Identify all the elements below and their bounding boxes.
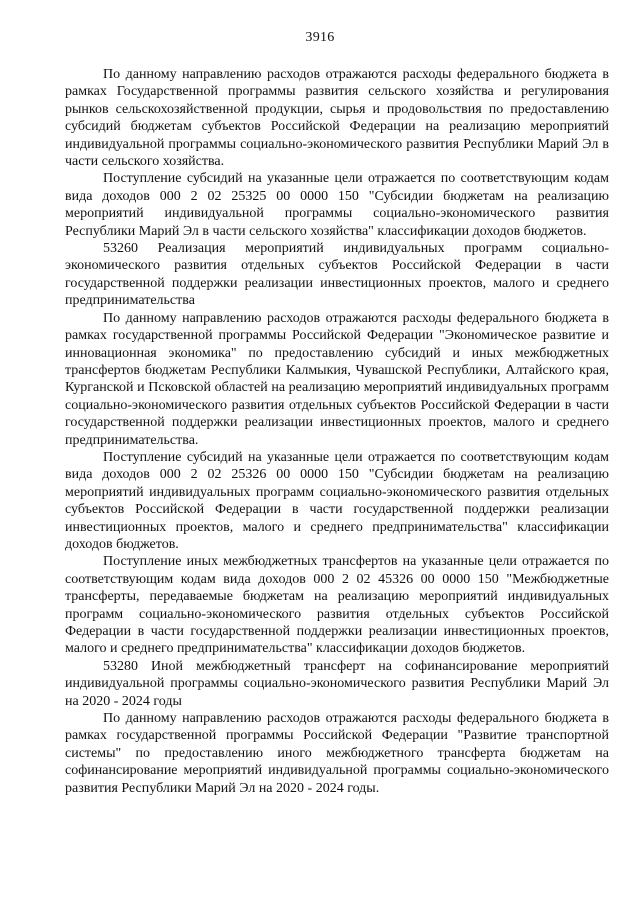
heading-53260: 53260 Реализация мероприятий индивидуальных программ социально-экономического развития отдельных субъектов Российской Федерации в части государственной поддержки реализации инвестиционных проектов, малого и среднего предпринимательства bbox=[65, 241, 609, 309]
paragraph-expenses-agriculture: По данному направлению расходов отражаются расходы федерального бюджета в рамках Государственной программы развития сельского хозяйства и регулирования рынков сельскохозяйственной продукции, сырья и продовольствия по предоставлению субсидий бюджетам субъектов Российской Федерации на реализацию мероприятий индивидуальной программы социально-экономического развития Республики Марий Эл в части сельского хозяйства. bbox=[65, 67, 609, 170]
paragraph-income-25325: Поступление субсидий на указанные цели отражается по соответствующим кодам вида доходов 000 2 02 25325 00 0000 150 "Субсидии бюджетам на реализацию мероприятий индивидуальной программы социально-экономического развития Республики Марий Эл в части сельского хозяйства" классификации доходов бюджетов. bbox=[65, 171, 609, 239]
paragraph-expenses-economic-development: По данному направлению расходов отражаются расходы федерального бюджета в рамках государственной программы Российской Федерации "Экономическое развитие и инновационная экономика" по предоставлению субсидий и иных межбюджетных трансфертов бюджетам Республики Калмыкия, Чувашской Республики, Алтайского края, Курганской и Псковской областей на реализацию мероприятий индивидуальных программ социально-экономического развития отдельных субъектов Российской Федерации в части государственной поддержки реализации инвестиционных проектов, малого и среднего предпринимательства. bbox=[65, 310, 609, 448]
paragraph-income-45326: Поступление иных межбюджетных трансфертов на указанные цели отражается по соответствующим кодам вида доходов 000 2 02 45326 00 0000 150 "Межбюджетные трансферты, передаваемые бюджетам на реализацию мероприятий индивидуальных программ социально-экономического развития отдельных субъектов Российской Федерации в части государственной поддержки реализации инвестиционных проектов, малого и среднего предпринимательства" классификации доходов бюджетов. bbox=[65, 554, 609, 657]
paragraph-income-25326: Поступление субсидий на указанные цели отражается по соответствующим кодам вида доходов 000 2 02 25326 00 0000 150 "Субсидии бюджетам на реализацию мероприятий индивидуальных программ социально-экономического развития отдельных субъектов Российской Федерации в части государственной поддержки реализации инвестиционных проектов, малого и среднего предпринимательства" классификации доходов бюджетов. bbox=[65, 449, 609, 552]
page-number: 3916 bbox=[305, 30, 335, 45]
heading-53280: 53280 Иной межбюджетный трансферт на софинансирование мероприятий индивидуальной программы социально-экономического развития Республики Марий Эл на 2020 - 2024 годы bbox=[65, 658, 609, 709]
document-body bbox=[65, 66, 609, 797]
paragraph-expenses-transport: По данному направлению расходов отражаются расходы федерального бюджета в рамках государственной программы Российской Федерации "Развитие транспортной системы" по предоставлению иного межбюджетного трансферта бюджетам на софинансирование мероприятий индивидуальной программы социально-экономического развития Республики Марий Эл на 2020 - 2024 годы. bbox=[65, 711, 609, 796]
